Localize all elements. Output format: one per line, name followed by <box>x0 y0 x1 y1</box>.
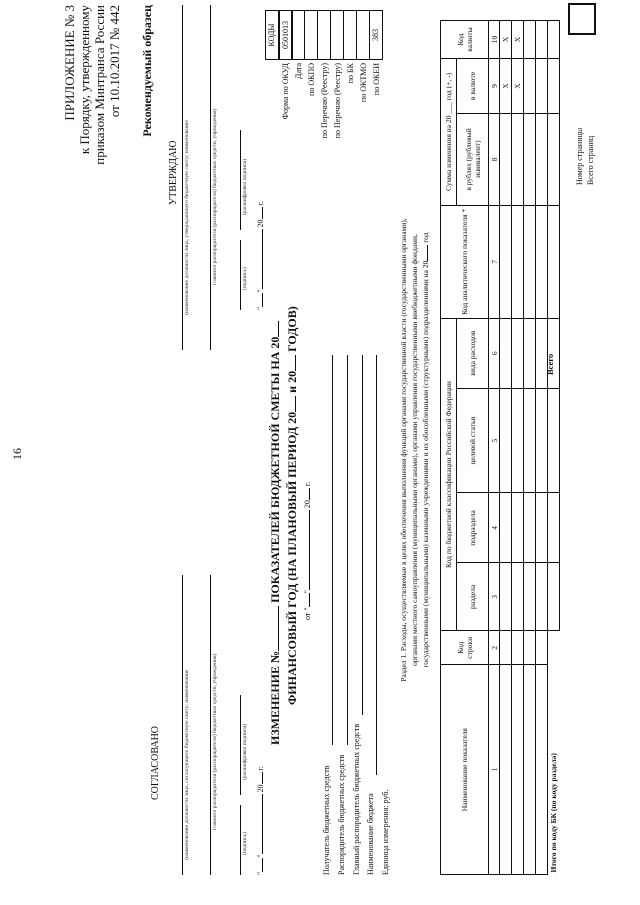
col-num: 8 <box>489 113 500 205</box>
th-currency-code: Код валюты <box>441 21 489 59</box>
page-number: 16 <box>10 448 24 460</box>
codes-row-label: Дата <box>294 63 303 79</box>
x-mark: X <box>512 59 524 114</box>
agreed-caption-decode: (расшифровка подписи) <box>242 723 248 780</box>
codes-row-label: по ОКПО <box>307 63 316 96</box>
col-num: 9 <box>489 59 500 114</box>
annex-title: ПРИЛОЖЕНИЕ № 3 <box>62 5 77 121</box>
agreed-title: СОГЛАСОВАНО <box>150 725 161 800</box>
col-num: 6 <box>489 318 500 388</box>
agreed-date: "" 20 г. <box>256 766 265 875</box>
codes-row-value <box>304 10 318 60</box>
table-row <box>512 21 524 875</box>
footer-page-number: Номер страницы <box>575 127 584 185</box>
annex-line-4: от 10.10.2017 № 442 <box>107 5 122 118</box>
col-num: 1 <box>489 665 500 875</box>
agreed-caption-sign: (подпись) <box>242 832 248 855</box>
approved-date: "" 20 г. <box>256 201 265 310</box>
section-line-1: Раздел 1. Расходы, осуществляемые в целях обеспечения выполнения функций органами государственной власти (государственными органами), <box>399 218 408 682</box>
column-numbers-row <box>489 21 500 875</box>
annex-line-3: приказом Минтранса России <box>92 5 107 165</box>
change-heading-date: от "" 20 г. <box>303 481 312 620</box>
total-section-label: Итого по коду БК (по коду раздела) <box>549 753 559 873</box>
th-name: Наименование показателя <box>441 665 489 875</box>
codes-row-label: по ОКЕИ <box>372 63 381 96</box>
total-all-label: Всего <box>545 353 555 375</box>
codes-row-value <box>317 10 331 60</box>
table-row <box>524 21 536 875</box>
approved-title: УТВЕРЖДАЮ <box>168 140 179 205</box>
field-unit: Единица измерения: руб. <box>381 789 390 875</box>
footer-pages-total: Всего страниц <box>586 135 595 185</box>
codes-header: КОДЫ <box>265 10 279 60</box>
x-mark: X <box>500 59 512 114</box>
page-number-box <box>568 3 596 35</box>
total-section-row <box>548 21 560 875</box>
th-expense: вида расходов <box>457 318 489 388</box>
codes-row-value: 383 <box>369 10 383 60</box>
codes-row-label: по Перечню (Реестру) <box>333 63 342 139</box>
col-num: 5 <box>489 388 500 493</box>
codes-row-label: по БК <box>346 63 355 84</box>
approved-caption-org: главного распорядителя (распорядителя) бюджетных средств, учреждения) <box>212 108 218 285</box>
col-num: 10 <box>489 21 500 59</box>
field-budget-name: Наименование бюджета <box>366 793 375 875</box>
col-num: 2 <box>489 631 500 665</box>
change-heading-line-1: ИЗМЕНЕНИЕ № ПОКАЗАТЕЛЕЙ БЮДЖЕТНОЙ СМЕТЫ НА 20 <box>268 321 283 745</box>
col-num: 7 <box>489 205 500 318</box>
annex-line-2: к Порядку, утвержденному <box>77 5 92 155</box>
codes-row-value <box>356 10 370 60</box>
th-bk: Код по бюджетной классификации Российской Федерации <box>441 318 457 631</box>
agreed-caption-org: главного распорядителя (распорядителя) бюджетных средств, учреждения) <box>212 653 218 830</box>
codes-row-label: Форма по ОКУД <box>281 63 290 120</box>
agreed-caption-position: (наименование должности лица, согласующего бюджетную смету; наименование <box>184 669 190 860</box>
th-section: раздела <box>457 563 489 631</box>
x-mark: X <box>500 21 512 59</box>
th-sum: Сумма изменения на 20 ___ год (+, -) <box>441 59 457 206</box>
field-recipient: Получатель бюджетных средств <box>322 765 331 875</box>
th-target: целевой статьи <box>457 388 489 493</box>
recommended-sample: Рекомендуемый образец <box>140 5 154 137</box>
approved-caption-position: (наименование должности лица, утверждающего бюджетную смету; наименование <box>184 120 190 315</box>
codes-row-label: по ОКТМО <box>359 63 368 103</box>
approved-caption-sign: (подпись) <box>242 267 248 290</box>
annex-block <box>62 5 122 215</box>
codes-row-value <box>343 10 357 60</box>
codes-row-value <box>330 10 344 60</box>
x-mark: X <box>512 21 524 59</box>
th-subsection: подраздела <box>457 493 489 563</box>
codes-row-value: 0501013 <box>279 10 293 60</box>
change-heading-line-2: ФИНАНСОВЫЙ ГОД (НА ПЛАНОВЫЙ ПЕРИОД 20 и 20 ГОДОВ) <box>285 306 299 705</box>
th-row-code: Код строки <box>441 631 489 665</box>
th-analytic: Код аналитического показателя * <box>441 205 489 318</box>
codes-row-label: по Перечню (Реестру) <box>320 63 329 139</box>
field-chief-manager: Главный распорядитель бюджетных средств <box>352 723 361 875</box>
table-row <box>536 21 548 875</box>
table-row <box>500 21 512 875</box>
section-line-3: государственными (муниципальными) казенными учреждениями и их обособленными (структурными) подразделениями на 20 год <box>421 232 430 668</box>
col-num: 3 <box>489 563 500 631</box>
col-num: 4 <box>489 493 500 563</box>
field-manager: Распорядитель бюджетных средств <box>337 754 346 875</box>
section-line-2: органами местного самоуправления (муниципальными органами), органами управления государственными внебюджетными фондами, <box>410 234 419 666</box>
approved-caption-decode: (расшифровка подписи) <box>242 158 248 215</box>
codes-row-value <box>291 10 305 60</box>
th-rub: в рублях (рублевый эквивалент) <box>457 113 489 205</box>
section-1-text <box>398 25 431 875</box>
th-currency: в валюте <box>457 59 489 114</box>
expenses-table <box>440 20 560 875</box>
